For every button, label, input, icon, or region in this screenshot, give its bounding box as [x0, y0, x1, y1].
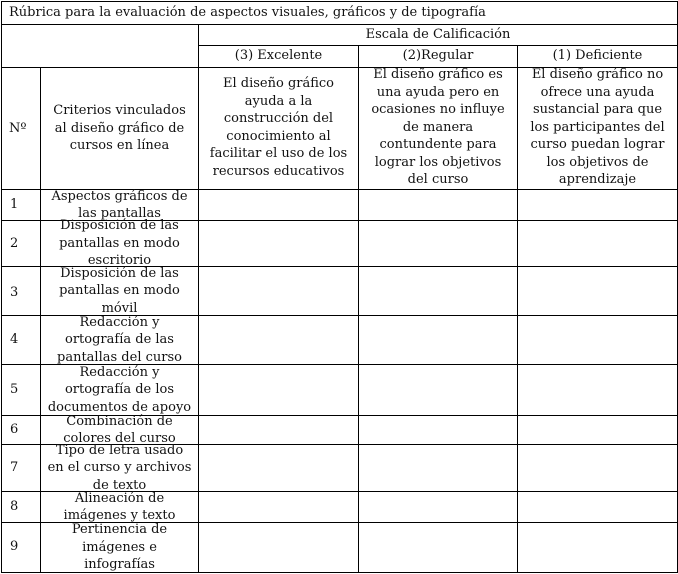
criterion-line: Disposición de las: [60, 265, 179, 281]
description-line: conocimiento al: [226, 128, 331, 144]
description-line: curso puedan lograr: [530, 137, 665, 152]
criterion-line: documentos de apoyo: [47, 399, 192, 415]
criterion-line: las pantallas: [78, 206, 161, 221]
criterion-cell: [41, 413, 198, 446]
rule: [198, 45, 677, 46]
description-line: los participantes del: [530, 119, 665, 135]
row-number: 9: [10, 539, 19, 554]
criterion-line: imágenes y texto: [63, 508, 176, 523]
level-regular-label: (2)Regular: [402, 48, 474, 63]
criterion-cell: [41, 218, 198, 269]
description-line: ofrece una ayuda: [540, 84, 655, 100]
row-number: 8: [10, 499, 19, 514]
criterion-line: Redacción y: [79, 364, 160, 380]
level-excellent-label: (3) Excelente: [234, 48, 323, 63]
rule: [1, 1, 677, 2]
criterion-line: móvil: [101, 300, 138, 316]
description-line: lograr los objetivos: [374, 154, 502, 170]
criterion-line: Alineación de: [74, 490, 165, 506]
criterion-line: Pertinencia de: [71, 522, 168, 538]
description-line: contundente para: [379, 137, 497, 152]
criterion-line: ortografía de los: [64, 382, 175, 398]
criterion-line: colores del curso: [63, 431, 176, 446]
row-number: 6: [10, 422, 19, 437]
criterion-line: ortografía de las: [65, 332, 174, 348]
criterion-line: Combinación de: [66, 413, 173, 429]
criterion-line: pantallas del curso: [57, 349, 182, 365]
criterion-line: en el curso y archivos: [47, 460, 192, 476]
criterion-line: pantallas en modo: [59, 283, 180, 299]
criterion-line: escritorio: [87, 253, 152, 269]
level-regular-description: [359, 66, 517, 189]
level-excellent-description: [199, 75, 358, 180]
row-number: 2: [10, 236, 19, 251]
row-number: 3: [10, 285, 19, 300]
criterion-cell: [41, 442, 198, 493]
table-title: Rúbrica para la evaluación de aspectos visuales, gráficos y de tipografía: [9, 5, 486, 20]
row-number: 4: [10, 332, 19, 347]
criteria-header: [41, 68, 198, 189]
criteria-header-line: cursos en línea: [69, 138, 170, 154]
row-number: 1: [10, 197, 19, 212]
number-header: Nº: [9, 121, 27, 136]
criterion-line: Disposición de las: [60, 218, 179, 234]
criterion-line: Aspectos gráficos de: [51, 188, 188, 204]
description-line: aprendizaje: [558, 172, 637, 187]
rule: [1, 1, 2, 573]
criterion-line: Redacción y: [79, 314, 160, 330]
scale-header: Escala de Calificación: [365, 27, 511, 42]
criteria-header-line: al diseño gráfico de: [54, 120, 185, 136]
criterion-line: imágenes e: [82, 539, 157, 555]
criterion-line: pantallas en modo: [59, 235, 180, 251]
criterion-cell: [41, 523, 198, 572]
row-number: 5: [10, 382, 19, 397]
description-line: El diseño gráfico no: [531, 67, 664, 82]
description-line: facilitar el uso de los: [209, 146, 348, 161]
description-line: sustancial para que: [532, 102, 663, 117]
level-deficient-label: (1) Deficiente: [552, 48, 643, 63]
criterion-cell: [41, 492, 198, 522]
description-line: construcción del: [223, 111, 334, 126]
description-line: El diseño gráfico es: [373, 67, 503, 82]
description-line: ocasiones no influye: [371, 102, 505, 117]
criterion-cell: [41, 190, 198, 220]
description-line: de manera: [402, 119, 474, 135]
criterion-line: de texto: [92, 477, 147, 493]
description-line: una ayuda pero en: [376, 84, 500, 100]
description-line: El diseño gráfico: [222, 76, 335, 91]
description-line: del curso: [407, 172, 469, 187]
description-line: ayuda a la: [244, 93, 313, 109]
description-line: los objetivos de: [546, 154, 649, 170]
criterion-cell: [41, 316, 198, 364]
criterion-cell: [41, 365, 198, 415]
criterion-line: Tipo de letra usado: [55, 442, 184, 458]
criterion-cell: [41, 267, 198, 315]
rule: [1, 24, 677, 25]
criteria-header-line: Criterios vinculados: [53, 103, 186, 119]
level-deficient-description: [518, 66, 677, 189]
criterion-line: infografías: [84, 557, 155, 573]
row-number: 7: [10, 460, 19, 475]
description-line: recursos educativos: [212, 163, 345, 179]
